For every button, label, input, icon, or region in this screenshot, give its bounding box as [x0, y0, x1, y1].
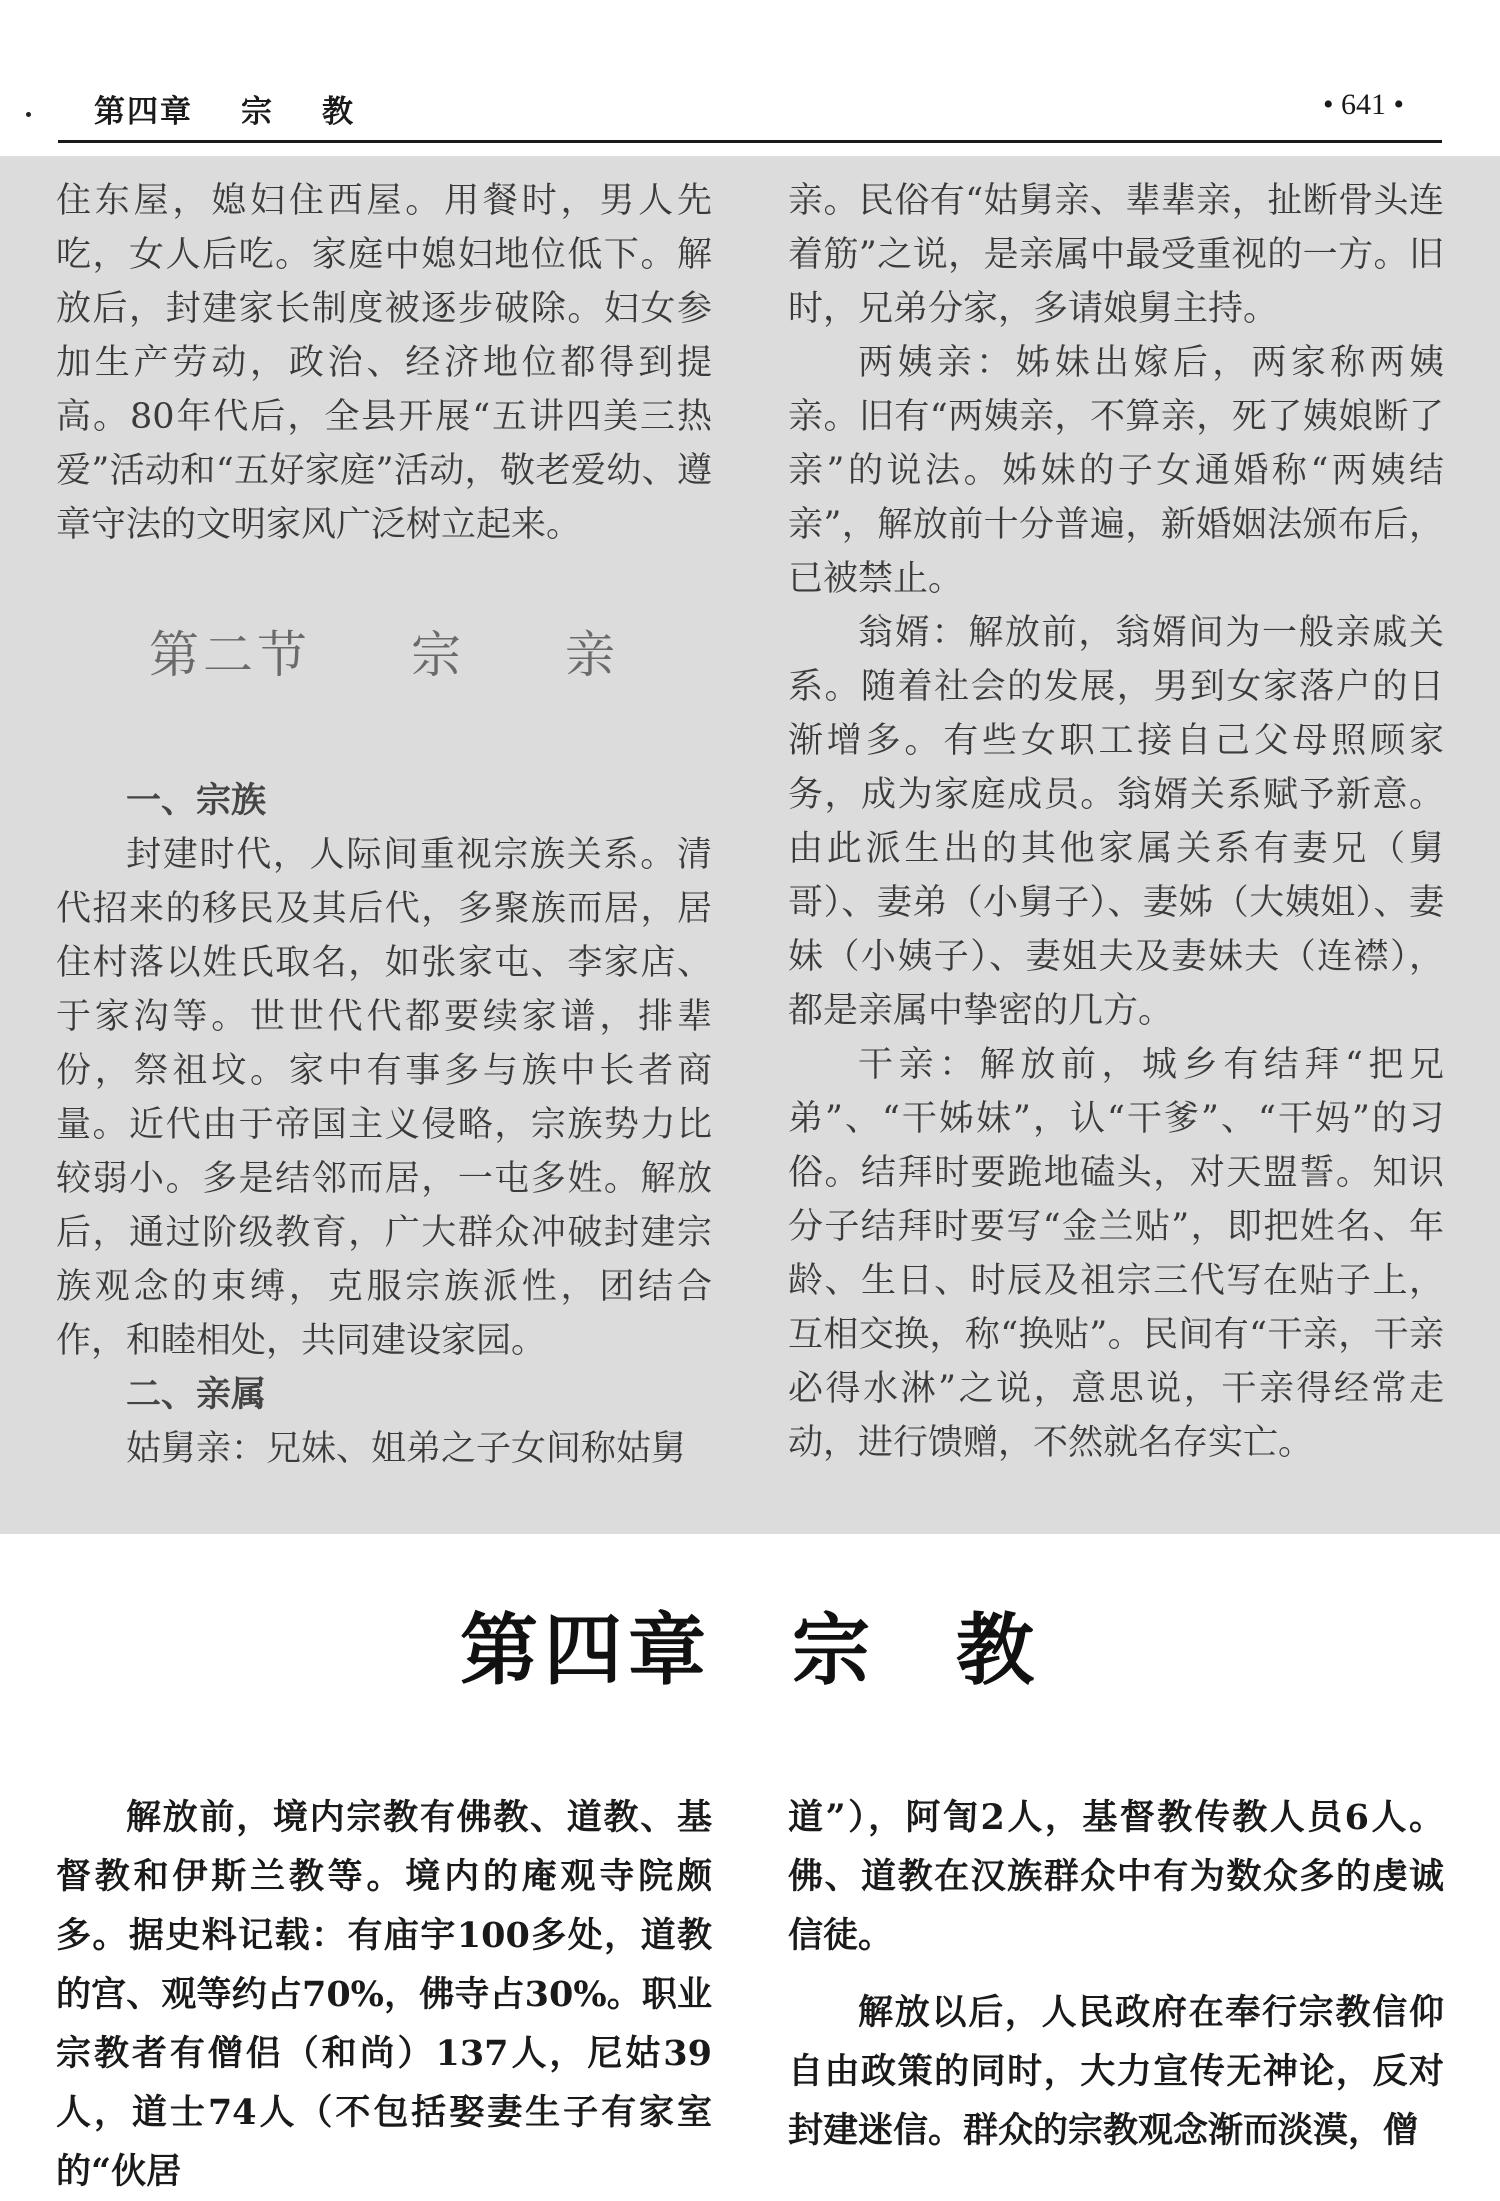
section-title: [56, 628, 712, 688]
chapter-title-word-b: 教: [956, 1605, 1041, 1696]
section-title-word-a: 宗: [411, 626, 465, 684]
shaded-left-column: [56, 174, 712, 1476]
running-header: [58, 78, 1442, 143]
body-left-paragraph-1: 解放前，境内宗教有佛教、道教、基督教和伊斯兰教等。境内的庵观寺院颇多。据史料记载：有庙宇100多处，道教的宫、观等约占70%，佛寺占30%。职业宗教者有僧侣（和尚）137人，尼姑39人，道士74人（不包括娶妻生子有家室的“伙居: [56, 1797, 712, 2192]
shaded-right-paragraph-4: 干亲：解放前，城乡有结拜“把兄弟”、“干姊妹”，认“干爹”、“干妈”的习俗。结拜时要跪地磕头，对天盟誓。知识分子结拜时要写“金兰贴”，即把姓名、年龄、生日、时辰及祖宗三代写在贴子上，互相交换，称“换贴”。民间有“干亲，干亲必得水淋”之说，意思说，干亲得经常走动，进行馈赠，不然就名存实亡。: [788, 1045, 1444, 1463]
body-right-column: [788, 1788, 1444, 2160]
body-left-column: [56, 1788, 712, 2201]
chapter-title-word-a: 宗: [791, 1605, 876, 1696]
body-right-paragraph-2: 解放以后，人民政府在奉行宗教信仰自由政策的同时，大力宣传无神论，反对封建迷信。群众的宗教观念渐而淡漠，僧: [788, 1992, 1444, 2151]
shaded-right-paragraph-3: 翁婿：解放前，翁婿间为一般亲戚关系。随着社会的发展，男到女家落户的日渐增多。有些女职工接自己父母照顾家务，成为家庭成员。翁婿关系赋予新意。由此派生出的其他家属关系有妻兄（舅哥）、妻弟（小舅子）、妻姊（大姨姐）、妻妹（小姨子）、妻姐夫及妻妹夫（连襟），都是亲属中挚密的几方。: [788, 613, 1444, 1031]
subtitle-clan: 一、宗族: [126, 780, 267, 821]
header-chapter-number: 第四章: [94, 94, 193, 130]
body-right-paragraph-1: 道”），阿訇2人，基督教传教人员6人。佛、道教在汉族群众中有为数众多的虔诚信徒。: [788, 1797, 1444, 1956]
shaded-left-paragraph-3: 姑舅亲：兄妹、姐弟之子女间称姑舅: [126, 1429, 687, 1469]
section-title-number: 第二节: [149, 626, 311, 684]
print-speck: [26, 112, 31, 117]
subtitle-relatives: 二、亲属: [126, 1374, 267, 1415]
shaded-right-column: [788, 174, 1444, 1470]
chapter-title-number: 第四章: [459, 1605, 712, 1696]
shaded-left-paragraph-1: 住东屋，媳妇住西屋。用餐时，男人先吃，女人后吃。家庭中媳妇地位低下。解放后，封建家长制度被逐步破除。妇女参加生产劳动，政治、经济地位都得到提高。80年代后，全县开展“五讲四美三热爱”活动和“五好家庭”活动，敬老爱幼、遵章守法的文明家风广泛树立起来。: [56, 181, 712, 545]
page-number: • 641 •: [1322, 88, 1404, 121]
header-topic-b: 教: [322, 94, 355, 130]
shaded-right-paragraph-2: 两姨亲：姊妹出嫁后，两家称两姨亲。旧有“两姨亲，不算亲，死了姨娘断了亲”的说法。姊妹的子女通婚称“两姨结亲”，解放前十分普遍，新婚姻法颁布后，已被禁止。: [788, 343, 1444, 599]
shaded-right-paragraph-1: 亲。民俗有“姑舅亲、辈辈亲，扯断骨头连着筋”之说，是亲属中最受重视的一方。旧时，兄弟分家，多请娘舅主持。: [788, 181, 1444, 329]
section-title-word-b: 亲: [565, 626, 619, 684]
shaded-section: [0, 156, 1500, 1534]
chapter-title: [0, 1588, 1500, 1700]
shaded-left-paragraph-2: 封建时代，人际间重视宗族关系。清代招来的移民及其后代，多聚族而居，居住村落以姓氏取名，如张家屯、李家店、于家沟等。世世代代都要续家谱，排辈份，祭祖坟。家中有事多与族中长者商量。近代由于帝国主义侵略，宗族势力比较弱小。多是结邻而居，一屯多姓。解放后，通过阶级教育，广大群众冲破封建宗族观念的束缚，克服宗族派性，团结合作，和睦相处，共同建设家园。: [56, 835, 712, 1361]
header-topic-a: 宗: [241, 94, 274, 130]
header-chapter: [94, 86, 403, 131]
